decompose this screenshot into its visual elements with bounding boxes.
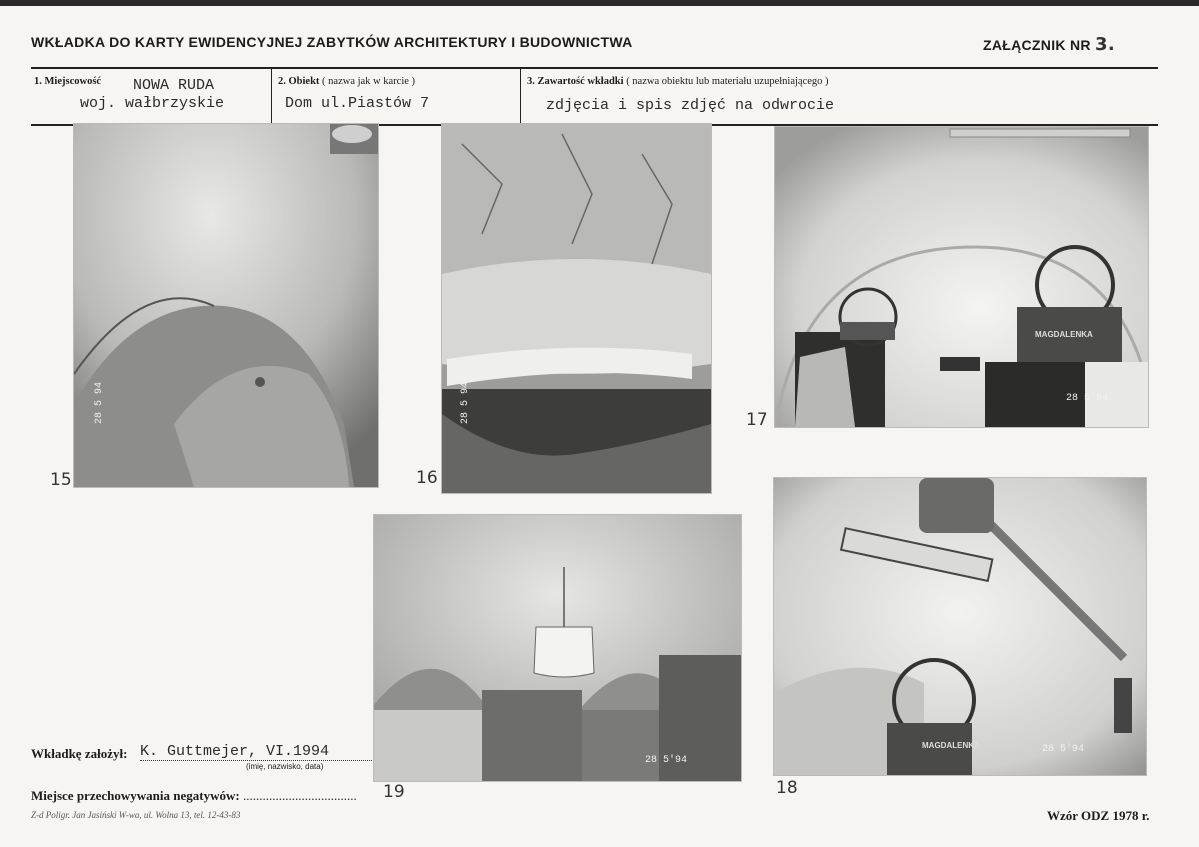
photo-15-stamp: 28 5 94 <box>94 381 105 424</box>
photo-18-stamp: 28 5'94 <box>1042 744 1085 755</box>
table-top-rule <box>31 67 1158 69</box>
negatives-label: Miejsce przechowywania negatywów: <box>31 788 240 803</box>
annex-label <box>983 34 1115 55</box>
founder-label: Wkładkę założył: <box>31 746 128 761</box>
voivodeship-value: woj. wałbrzyskie <box>80 95 225 112</box>
column-divider <box>520 67 521 125</box>
photo-18-box-label: MAGDALENKA <box>922 741 980 750</box>
object-label: 2. Obiekt ( nazwa jak w karcie ) <box>278 76 416 87</box>
locality-label: 1. Miejscowość <box>34 76 102 87</box>
content-value: zdjęcia i spis zdjęć na odwrocie <box>546 97 835 114</box>
negatives-dots: ................................... <box>243 788 357 803</box>
photo-18 <box>774 478 1146 775</box>
annex-label-text: ZAŁĄCZNIK NR <box>983 37 1091 53</box>
photo-17-stamp: 28 5'94 <box>1066 393 1109 404</box>
photo-16 <box>442 124 711 493</box>
photo-18-number: 18 <box>776 778 798 798</box>
form-title: WKŁADKA DO KARTY EWIDENCYJNEJ ZABYTKÓW ARCHITEKTURY I BUDOWNICTWA <box>31 34 633 50</box>
photo-16-number: 16 <box>416 468 438 488</box>
printer-info: Z-d Poligr. Jan Jasiński W-wa, ul. Wolna 13, tel. 12-43-83 <box>31 810 241 820</box>
content-label: 3. Zawartość wkładki ( nazwa obiektu lub materiału uzupełniającego ) <box>527 76 829 87</box>
photo-17 <box>775 127 1148 427</box>
locality-value: NOWA RUDA <box>133 77 215 94</box>
annex-number: 3. <box>1095 34 1115 55</box>
photo-17-box-label: MAGDALENKA <box>1035 330 1093 339</box>
photo-15-number: 15 <box>50 470 72 490</box>
photo-16-stamp: 28 5 94 <box>460 381 471 424</box>
photo-15 <box>74 124 378 487</box>
top-edge <box>0 0 1199 6</box>
founder-value: K. Guttmejer, VI.1994 <box>140 743 372 761</box>
photo-19 <box>374 515 741 781</box>
photo-19-stamp: 28 5'94 <box>645 755 688 766</box>
photo-19-number: 19 <box>383 782 405 802</box>
founder-hint: (imię, nazwisko, data) <box>246 762 324 771</box>
column-divider <box>271 67 272 125</box>
object-value: Dom ul.Piastów 7 <box>285 95 430 112</box>
form-template-label: Wzór ODZ 1978 r. <box>1047 808 1150 823</box>
photo-17-number: 17 <box>746 410 768 430</box>
